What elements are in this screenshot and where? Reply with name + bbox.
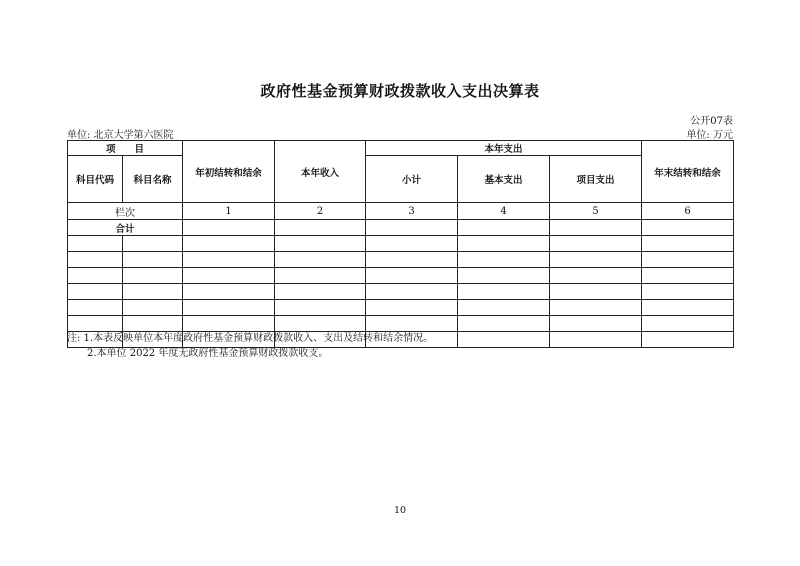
column-index-cell: 4 (458, 203, 550, 220)
table-cell (642, 300, 734, 316)
table-cell (458, 236, 550, 252)
table-cell (275, 316, 366, 332)
table-cell (123, 284, 183, 300)
currency-unit: 单位: 万元 (686, 130, 733, 141)
table-cell (458, 284, 550, 300)
table-cell (458, 332, 550, 348)
table-row (68, 236, 734, 252)
header-row-1 (68, 141, 734, 156)
table-row (68, 316, 734, 332)
table-cell (642, 220, 734, 236)
table-cell (366, 268, 458, 284)
table-cell (366, 220, 458, 236)
table-cell (183, 284, 275, 300)
current-income-header: 本年收入 (275, 141, 366, 203)
table-cell (642, 332, 734, 348)
table-cell (366, 236, 458, 252)
table-cell (642, 316, 734, 332)
table-cell (366, 252, 458, 268)
opening-balance-header: 年初结转和结余 (183, 141, 275, 203)
table-cell (458, 268, 550, 284)
table-cell (183, 300, 275, 316)
table-cell (275, 268, 366, 284)
table-row (68, 268, 734, 284)
table-row (68, 252, 734, 268)
table-cell (458, 316, 550, 332)
table-cell (68, 316, 123, 332)
table-cell (550, 252, 642, 268)
subtotal-header: 小计 (366, 156, 458, 203)
form-number: 公开07表 (690, 116, 733, 127)
table-cell (183, 220, 275, 236)
column-index-cell: 6 (642, 203, 734, 220)
table-cell (642, 236, 734, 252)
total-row (68, 220, 734, 236)
table-cell (366, 284, 458, 300)
project-header: 项 目 (68, 141, 183, 156)
column-index-label: 栏次 (68, 203, 183, 220)
table-cell (550, 220, 642, 236)
fund-budget-table (67, 140, 734, 348)
table-cell (642, 252, 734, 268)
table-cell (275, 300, 366, 316)
note-2: 2.本单位 2022 年度无政府性基金预算财政拨款收支。 (87, 348, 329, 359)
column-index-row (68, 203, 734, 220)
table-cell (123, 252, 183, 268)
table-cell (183, 252, 275, 268)
header-row-2 (68, 156, 734, 203)
column-index-cell: 1 (183, 203, 275, 220)
subject-code-header: 科目代码 (68, 156, 123, 203)
table-cell (123, 316, 183, 332)
table-cell (68, 300, 123, 316)
reporting-unit: 单位: 北京大学第六医院 (67, 130, 174, 141)
table-cell (642, 268, 734, 284)
table-cell (550, 236, 642, 252)
table-row (68, 284, 734, 300)
current-expense-header: 本年支出 (366, 141, 642, 156)
table-cell (123, 268, 183, 284)
table-cell (550, 316, 642, 332)
table-cell (183, 268, 275, 284)
table-row (68, 300, 734, 316)
project-expense-header: 项目支出 (550, 156, 642, 203)
total-row-label: 合计 (68, 220, 183, 236)
closing-balance-header: 年末结转和结余 (642, 141, 734, 203)
table-cell (458, 252, 550, 268)
table-cell (550, 284, 642, 300)
table-cell (275, 220, 366, 236)
subject-name-header: 科目名称 (123, 156, 183, 203)
table-cell (123, 300, 183, 316)
table-cell (366, 300, 458, 316)
column-index-cell: 5 (550, 203, 642, 220)
column-index-cell: 2 (275, 203, 366, 220)
table-cell (68, 252, 123, 268)
table-cell (550, 300, 642, 316)
table-cell (183, 236, 275, 252)
table-cell (366, 316, 458, 332)
column-index-cell: 3 (366, 203, 458, 220)
table-cell (458, 220, 550, 236)
table-cell (68, 284, 123, 300)
table-cell (123, 236, 183, 252)
table-cell (183, 316, 275, 332)
table-cell (642, 284, 734, 300)
basic-expense-header: 基本支出 (458, 156, 550, 203)
table-cell (68, 236, 123, 252)
table-cell (275, 236, 366, 252)
document-title: 政府性基金预算财政拨款收入支出决算表 (260, 82, 540, 100)
table-cell (275, 284, 366, 300)
table-cell (550, 268, 642, 284)
page-number: 10 (393, 505, 407, 516)
table-cell (68, 268, 123, 284)
note-1: 注: 1.本表反映单位本年度政府性基金预算财政拨款收入、支出及结转和结余情况。 (67, 333, 434, 344)
table-notes (67, 331, 433, 361)
table-cell (550, 332, 642, 348)
table-cell (458, 300, 550, 316)
table-cell (275, 252, 366, 268)
